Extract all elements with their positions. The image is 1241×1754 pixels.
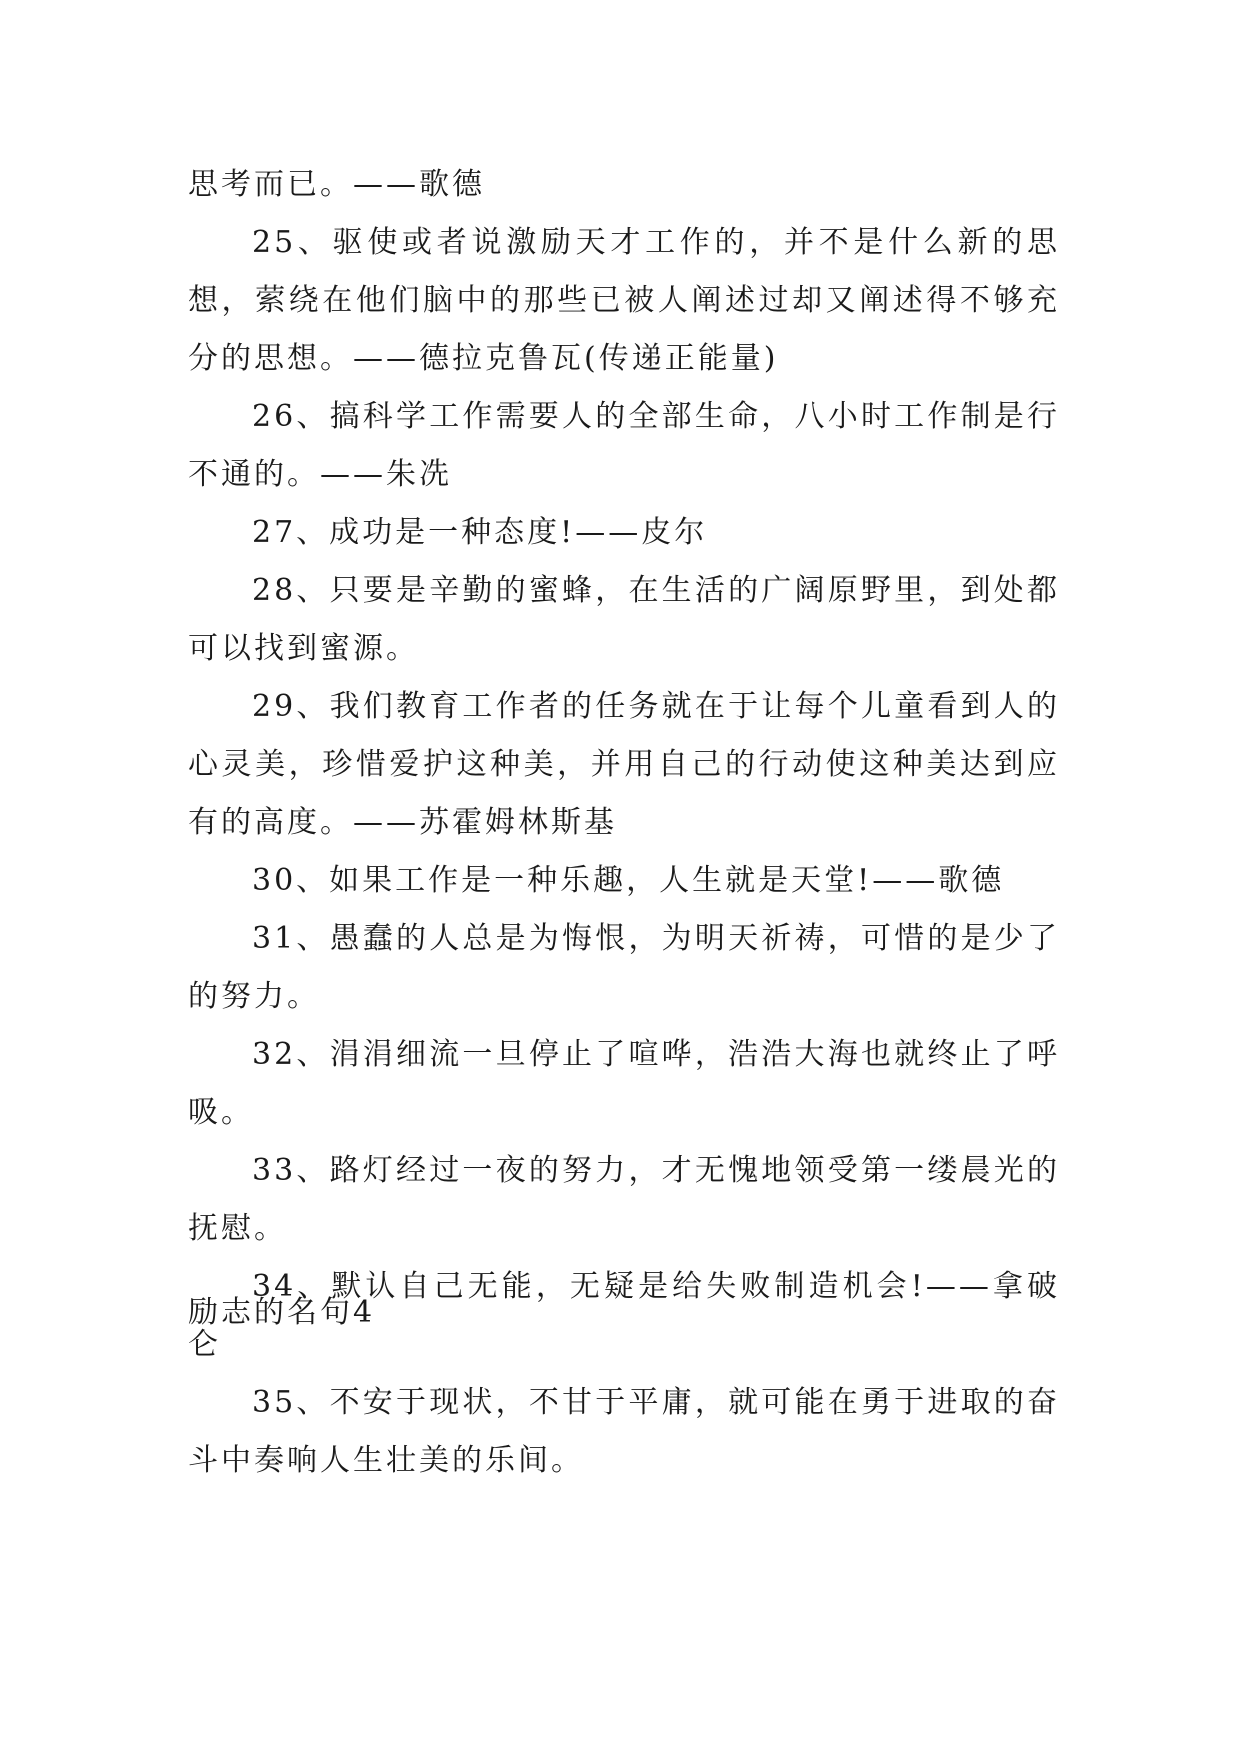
quote-30: 30、如果工作是一种乐趣，人生就是天堂!——歌德	[252, 863, 1005, 898]
quote-25: 25、驱使或者说激励天才工作的，并不是什么新的思想，萦绕在他们脑中的那些已被人阐述过却又阐述得不够充分的思想。——德拉克鲁瓦(传递正能量)	[188, 225, 1060, 376]
quote-29: 29、我们教育工作者的任务就在于让每个儿童看到人的心灵美，珍惜爱护这种美，并用自己的行动使这种美达到应有的高度。——苏霍姆林斯基	[188, 689, 1060, 840]
quote-31: 31、愚蠢的人总是为悔恨，为明天祈祷，可惜的是少了的努力。	[188, 921, 1060, 1014]
quote-26: 26、搞科学工作需要人的全部生命，八小时工作制是行不通的。——朱冼	[188, 399, 1060, 492]
quote-27: 27、成功是一种态度!——皮尔	[252, 515, 708, 550]
paragraph-continuation: 思考而已。——歌德	[188, 167, 485, 202]
quote-34: 34、默认自己无能，无疑是给失败制造机会!——拿破仑	[188, 1269, 1060, 1362]
quote-35: 35、不安于现状，不甘于平庸，就可能在勇于进取的奋斗中奏响人生壮美的乐间。	[188, 1385, 1060, 1478]
section-heading: 励志的名句4	[188, 1295, 376, 1330]
quote-33: 33、路灯经过一夜的努力，才无愧地领受第一缕晨光的抚慰。	[188, 1153, 1060, 1246]
quote-32: 32、涓涓细流一旦停止了喧哗，浩浩大海也就终止了呼吸。	[188, 1037, 1060, 1130]
quote-28: 28、只要是辛勤的蜜蜂，在生活的广阔原野里，到处都可以找到蜜源。	[188, 573, 1060, 666]
